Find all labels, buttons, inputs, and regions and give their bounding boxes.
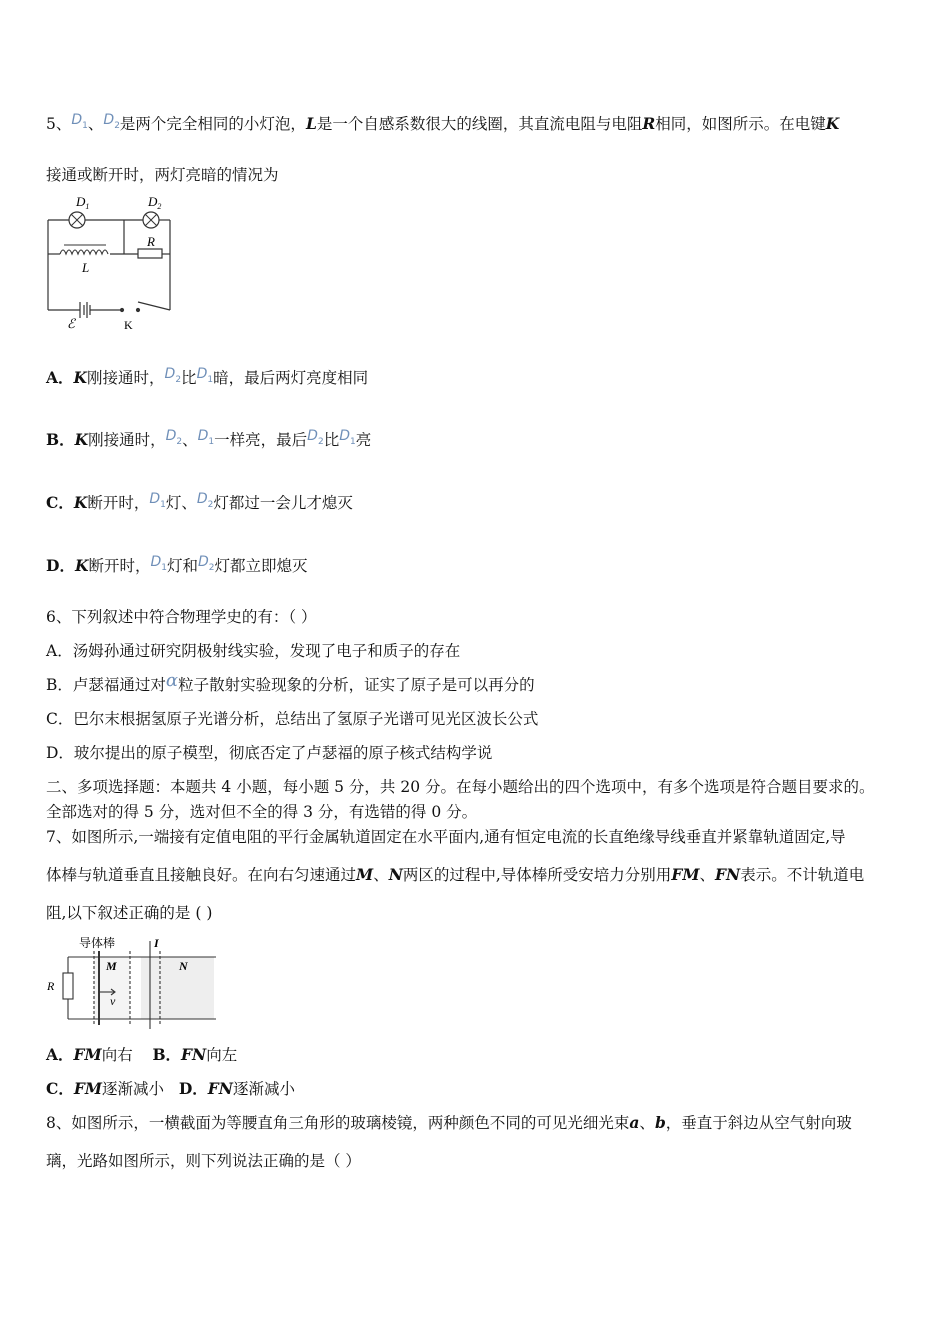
label-D2: $D_2$ [148,194,162,211]
q5-circuit-diagram [40,192,185,337]
label-L: L [82,260,90,275]
section2-header-line2: 全部选对的得 5 分，选对但不全的得 3 分，有选错的得 0 分。 [46,803,478,821]
q6-option-a: A．汤姆孙通过研究阴极射线实验，发现了电子和质子的存在 [46,642,461,660]
fig-label-M: M [106,959,117,973]
q7-stem-line1: 7、如图所示,一端接有定值电阻的平行金属轨道固定在水平面内,通有恒定电流的长直绝缘导线垂直并紧靠轨道固定,导 [46,828,846,846]
q5-text-2: 是一个自感系数很大的线圈，其直流电阻与电阻 [316,115,643,133]
q5-text-1: 是两个完全相同的小灯泡， [119,115,306,133]
q5-stem-line2: 接通或断开时，两灯亮暗的情况为 [46,166,279,184]
resistor-R [138,249,162,258]
q6-stem: 6、下列叙述中符合物理学史的有：（ ） [46,608,317,626]
q5-stem-line1 [46,114,839,141]
q5-option-b: B．K刚接通时，$D_2$、$D_1$一样亮，最后$D_2$比$D_1$亮 [46,428,372,449]
lamp-D1 [69,212,85,228]
q7-rail-diagram [44,933,220,1033]
lamp-D2 [143,212,159,228]
q7-stem-line2: 体棒与轨道垂直且接触良好。在向右匀速通过M、N两区的过程中,导体棒所受安培力分别用FM、FN表示。不计轨道电 [46,865,865,884]
label-R: R [147,234,155,249]
fig-label-I: I [154,936,159,950]
fig-label-R: R [47,979,55,993]
fig-label-v: v [110,994,116,1008]
q8-stem-line2: 璃，光路如图所示，则下列说法正确的是（ ） [46,1152,361,1170]
q7-options-cd: C．FM逐渐减小 D．FN逐渐减小 [46,1079,295,1098]
inductor-L [60,250,108,254]
symbol-D2: $D_2$ [103,112,120,131]
label-D1: $D_1$ [76,194,90,211]
q5-option-c: C．K断开时，$D_1$灯、$D_2$灯都过一会儿才熄灭 [46,491,353,512]
label-K: K [124,318,133,332]
separator: 、 [87,115,104,133]
q7-options-ab: A．FM向右 B．FN向左 [46,1045,238,1064]
q8-stem-line1: 8、如图所示，一横截面为等腰直角三角形的玻璃棱镜，两种颜色不同的可见光细光束a、b，垂直于斜边从空气射向玻 [46,1113,852,1132]
q7-stem-line3: 阻,以下叙述正确的是 ( ) [46,904,213,922]
fig-label-rod: 导体棒 [79,936,116,950]
section2-header-line1: 二、多项选择题：本题共 4 小题，每小题 5 分，共 20 分。在每小题给出的四个选项中，有多个选项是符合题目要求的。 [46,778,875,796]
q6-option-c: C．巴尔末根据氢原子光谱分析，总结出了氢原子光谱可见光区波长公式 [46,710,539,728]
q5-text-3: 相同，如图所示。在电键 [655,115,826,133]
q5-var-R: R [642,114,656,133]
q5-var-K: K [825,114,840,133]
alpha-symbol: α [165,670,179,691]
fig-label-N: N [179,959,188,973]
q5-option-a: A．K刚接通时，$D_2$比$D_1$暗，最后两灯亮度相同 [46,366,369,387]
q5-number: 5、 [46,115,72,133]
q5-option-d: D．K断开时，$D_1$灯和$D_2$灯都立即熄灭 [46,554,308,575]
q5-var-L: L [305,114,317,133]
q6-option-d: D．玻尔提出的原子模型，彻底否定了卢瑟福的原子核式结构学说 [46,744,493,762]
label-E: ℰ [67,316,75,331]
q6-option-b: B．卢瑟福通过对α粒子散射实验现象的分析，证实了原子是可以再分的 [46,670,535,694]
symbol-D1: $D_1$ [71,112,88,131]
